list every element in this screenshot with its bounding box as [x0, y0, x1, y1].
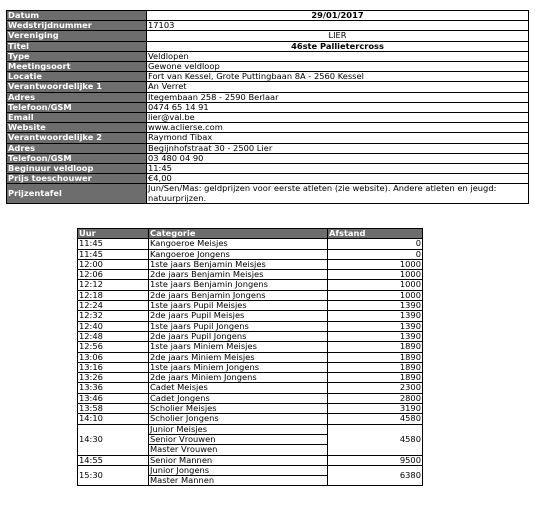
- schedule-distance: 1000: [328, 259, 423, 269]
- competition-info-table: [6, 10, 529, 204]
- responsible2-label: Verantwoordelijke 2: [7, 133, 147, 143]
- schedule-row: [78, 404, 423, 414]
- schedule-time: 13:16: [78, 362, 149, 372]
- email-value[interactable]: lier@val.be: [147, 113, 529, 123]
- schedule-time: 13:46: [78, 393, 149, 403]
- category-label: Senior Mannen: [150, 455, 213, 465]
- category-label: Junior Meisjes: [149, 425, 327, 435]
- schedule-row: [78, 270, 423, 280]
- categorie-header: Categorie: [149, 229, 328, 239]
- phone1-value: 0474 65 14 91: [147, 102, 529, 112]
- schedule-distance: 1390: [328, 311, 423, 321]
- schedule-row: [78, 414, 423, 424]
- schedule-distance: 0: [328, 239, 423, 249]
- category-label: Scholier Meisjes: [150, 403, 217, 414]
- schedule-distance: 1000: [328, 290, 423, 300]
- prize-table-value: Jun/Sen/Mas: geldprijzen voor eerste atleten (zie website). Andere atleten en jeugd: natuurprijzen.: [147, 184, 529, 204]
- schedule-distance: 2800: [328, 393, 423, 403]
- schedule-distance: 6380: [328, 465, 423, 486]
- schedule-time: 12:56: [78, 342, 149, 352]
- info-row-prijzentafel: [7, 184, 529, 204]
- schedule-category: [149, 280, 328, 290]
- schedule-category: [149, 404, 328, 414]
- schedule-table: [77, 228, 423, 486]
- schedule-category: [149, 393, 328, 403]
- schedule-distance: 4580: [328, 414, 423, 424]
- category-label: 1ste jaars Pupil Meisjes: [150, 300, 247, 311]
- location-value: Fort van Kessel, Grote Puttingbaan 8A - 2560 Kessel: [147, 72, 529, 82]
- schedule-distance: 1390: [328, 331, 423, 341]
- schedule-distance: 1000: [328, 280, 423, 290]
- schedule-category: [149, 239, 328, 249]
- schedule-time: 13:26: [78, 373, 149, 383]
- info-row-locatie: [7, 72, 529, 82]
- phone1-label: Telefoon/GSM: [7, 102, 147, 112]
- schedule-row: [78, 290, 423, 300]
- phone2-value: 03 480 04 90: [147, 153, 529, 163]
- info-row-prijs: [7, 174, 529, 184]
- meetingsoort-value: Gewone veldloop: [147, 62, 529, 72]
- schedule-distance: 3190: [328, 404, 423, 414]
- schedule-distance: 1390: [328, 301, 423, 311]
- competition-number-value: 17103: [147, 21, 529, 31]
- category-label: Scholier Jongens: [150, 413, 219, 424]
- schedule-time: 13:36: [78, 383, 149, 393]
- schedule-category: [149, 331, 328, 341]
- schedule-distance: 1890: [328, 373, 423, 383]
- category-label: 1ste jaars Miniem Jongens: [150, 362, 260, 372]
- category-label: Junior Jongens: [149, 466, 327, 476]
- category-label: Senior Vrouwen: [149, 435, 327, 445]
- schedule-distance: 1890: [328, 352, 423, 362]
- start-time-label: Beginuur veldloop: [7, 164, 147, 174]
- schedule-time: 11:45: [78, 249, 149, 259]
- info-row-meetingsoort: [7, 62, 529, 72]
- meetingsoort-label: Meetingsoort: [7, 62, 147, 72]
- category-label: 2de jaars Benjamin Jongens: [150, 290, 266, 300]
- start-time-value: 11:45: [147, 164, 529, 174]
- schedule-category: [149, 455, 328, 465]
- responsible2-value: Raymond Tibax: [147, 133, 529, 143]
- website-label: Website: [7, 123, 147, 133]
- schedule-row: [78, 301, 423, 311]
- type-label: Type: [7, 51, 147, 61]
- schedule-category: [149, 249, 328, 259]
- address1-value: Itegembaan 258 - 2590 Berlaar: [147, 92, 529, 102]
- info-row-adres2: [7, 143, 529, 153]
- info-row-tel1: [7, 102, 529, 112]
- responsible1-label: Verantwoordelijke 1: [7, 82, 147, 92]
- category-label: Cadet Meisjes: [150, 382, 208, 393]
- info-row-website: [7, 123, 529, 133]
- schedule-category: [149, 424, 328, 455]
- schedule-time: 12:32: [78, 311, 149, 321]
- schedule-row: [78, 239, 423, 249]
- info-row-adres1: [7, 92, 529, 102]
- schedule-category: [149, 301, 328, 311]
- schedule-row: [78, 311, 423, 321]
- schedule-category: [149, 290, 328, 300]
- schedule-distance: 4580: [328, 424, 423, 455]
- info-row-title: [7, 41, 529, 51]
- schedule-time: 12:40: [78, 321, 149, 331]
- schedule-time: 12:24: [78, 301, 149, 311]
- schedule-category: [149, 270, 328, 280]
- schedule-row: [78, 321, 423, 331]
- info-row-tel2: [7, 153, 529, 163]
- club-label: Vereniging: [7, 31, 147, 41]
- schedule-category: [149, 465, 328, 486]
- schedule-time: 13:58: [78, 404, 149, 414]
- schedule-category: [149, 342, 328, 352]
- category-label: Cadet Jongens: [150, 393, 210, 403]
- schedule-time: 12:06: [78, 270, 149, 280]
- title-label: Titel: [7, 41, 147, 51]
- info-row-nr: [7, 21, 529, 31]
- category-label: Kangoeroe Jongens: [150, 249, 230, 259]
- schedule-row: [78, 465, 423, 486]
- title-value: 46ste Pallietercross: [147, 41, 529, 51]
- schedule-time: 11:45: [78, 239, 149, 249]
- schedule-time: 15:30: [78, 465, 149, 486]
- date-label: Datum: [7, 11, 147, 21]
- schedule-distance: 1890: [328, 362, 423, 372]
- info-row-date: [7, 11, 529, 21]
- schedule-time: 12:48: [78, 331, 149, 341]
- schedule-row: [78, 455, 423, 465]
- schedule-row: [78, 383, 423, 393]
- schedule-category: [149, 352, 328, 362]
- schedule-distance: 1390: [328, 321, 423, 331]
- schedule-time: 12:00: [78, 259, 149, 269]
- category-label: 1ste jaars Pupil Jongens: [150, 321, 249, 331]
- schedule-distance: 0: [328, 249, 423, 259]
- category-label: Kangoeroe Meisjes: [150, 238, 228, 249]
- schedule-row: [78, 352, 423, 362]
- schedule-body: [78, 239, 423, 486]
- info-row-begin: [7, 164, 529, 174]
- schedule-category: [149, 373, 328, 383]
- schedule-row: [78, 373, 423, 383]
- schedule-category: [149, 383, 328, 393]
- info-row-club: [7, 31, 529, 41]
- category-label: 2de jaars Pupil Meisjes: [150, 310, 245, 321]
- schedule-category: [149, 259, 328, 269]
- schedule-row: [78, 259, 423, 269]
- category-label: 1ste jaars Benjamin Jongens: [150, 279, 268, 290]
- category-label: 2de jaars Miniem Meisjes: [150, 352, 255, 362]
- schedule-row: [78, 424, 423, 455]
- location-label: Locatie: [7, 72, 147, 82]
- category-label: 1ste jaars Miniem Meisjes: [150, 341, 257, 352]
- schedule-row: [78, 342, 423, 352]
- prize-table-label: Prijzentafel: [7, 184, 147, 204]
- schedule-time: 13:06: [78, 352, 149, 362]
- price-value: €4,00: [147, 174, 529, 184]
- email-label: Email: [7, 113, 147, 123]
- date-value: 29/01/2017: [147, 11, 529, 21]
- info-row-email: [7, 113, 529, 123]
- schedule-time: 14:55: [78, 455, 149, 465]
- phone2-label: Telefoon/GSM: [7, 153, 147, 163]
- schedule-time: 14:10: [78, 414, 149, 424]
- category-label: 2de jaars Benjamin Meisjes: [150, 269, 264, 280]
- schedule-category: [149, 311, 328, 321]
- schedule-distance: 9500: [328, 455, 423, 465]
- category-label: 2de jaars Miniem Jongens: [150, 372, 257, 383]
- responsible1-value: An Verret: [147, 82, 529, 92]
- address2-label: Adres: [7, 143, 147, 153]
- schedule-time: 12:18: [78, 290, 149, 300]
- address1-label: Adres: [7, 92, 147, 102]
- schedule-distance: 1890: [328, 342, 423, 352]
- website-value[interactable]: www.acliersе.com: [147, 123, 529, 133]
- schedule-header-row: [78, 229, 423, 239]
- category-label: 2de jaars Pupil Jongens: [150, 331, 247, 341]
- category-label: Master Mannen: [150, 475, 215, 486]
- schedule-time: 14:30: [78, 424, 149, 455]
- schedule-distance: 1000: [328, 270, 423, 280]
- category-label: 1ste jaars Benjamin Meisjes: [150, 259, 266, 269]
- schedule-distance: 2300: [328, 383, 423, 393]
- schedule-row: [78, 331, 423, 341]
- info-row-type: [7, 51, 529, 61]
- club-value: LIER: [147, 31, 529, 41]
- price-label: Prijs toeschouwer: [7, 174, 147, 184]
- category-label: Master Vrouwen: [150, 444, 218, 455]
- schedule-row: [78, 249, 423, 259]
- info-row-resp1: [7, 82, 529, 92]
- schedule-row: [78, 362, 423, 372]
- competition-number-label: Wedstrijdnummer: [7, 21, 147, 31]
- schedule-category: [149, 362, 328, 372]
- schedule-time: 12:12: [78, 280, 149, 290]
- schedule-category: [149, 321, 328, 331]
- schedule-category: [149, 414, 328, 424]
- info-row-resp2: [7, 133, 529, 143]
- address2-value: Begijnhofstraat 30 - 2500 Lier: [147, 143, 529, 153]
- schedule-row: [78, 280, 423, 290]
- schedule-row: [78, 393, 423, 403]
- type-value: Veldlopen: [147, 51, 529, 61]
- uur-header: Uur: [78, 229, 149, 239]
- afstand-header: Afstand: [328, 229, 423, 239]
